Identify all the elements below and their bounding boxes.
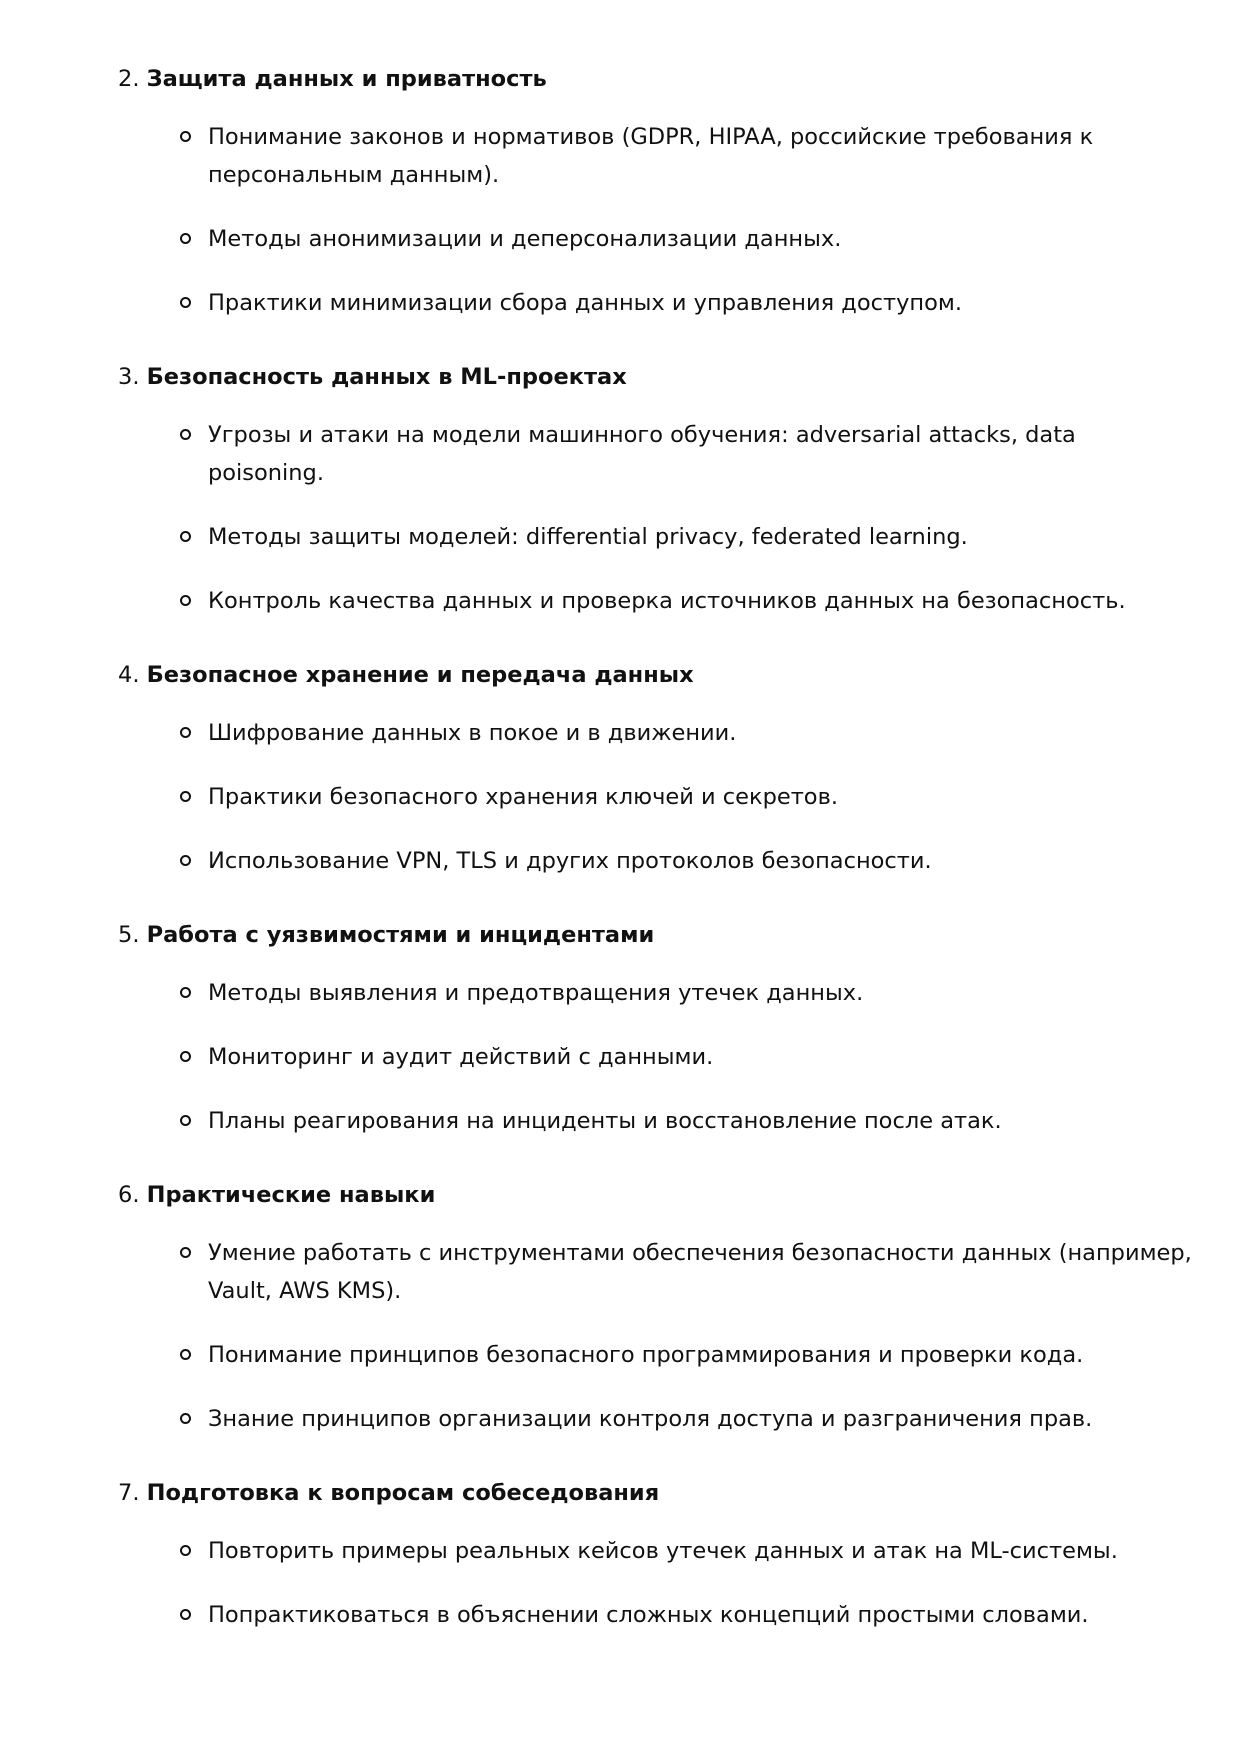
list-item [118, 1038, 1198, 1076]
list-item-text: Понимание принципов безопасного программирования и проверки кода. [208, 1342, 1084, 1368]
list-item [118, 714, 1198, 752]
list-item-text: Методы выявления и предотвращения утечек данных. [208, 980, 864, 1006]
list-item-text: Попрактиковаться в объяснении сложных концепций простыми словами. [208, 1602, 1089, 1628]
hollow-circle-bullet-icon [180, 727, 191, 738]
list-item-text: Мониторинг и аудит действий с данными. [208, 1044, 714, 1070]
section-number: 3. [118, 364, 140, 390]
list-item-text: Контроль качества данных и проверка источников данных на безопасность. [208, 588, 1126, 614]
section-heading [118, 916, 1198, 954]
list-item-text: Шифрование данных в покое и в движении. [208, 720, 737, 746]
section-number: 5. [118, 922, 140, 948]
section-number: 6. [118, 1182, 140, 1208]
list-item [118, 1102, 1198, 1140]
list-item [118, 416, 1198, 492]
list-item-text: Знание принципов организации контроля доступа и разграничения прав. [208, 1406, 1093, 1432]
section-number: 7. [118, 1480, 140, 1506]
list-item-text: Угрозы и атаки на модели машинного обучения: adversarial attacks, data poisoning. [208, 422, 1076, 486]
list-item [118, 1596, 1198, 1634]
list-item-text: Практики минимизации сбора данных и управления доступом. [208, 290, 962, 316]
list-item [118, 1234, 1198, 1310]
hollow-circle-bullet-icon [180, 1349, 191, 1360]
list-item-text: Повторить примеры реальных кейсов утечек данных и атак на ML-системы. [208, 1538, 1118, 1564]
bullet-list [118, 714, 1198, 880]
hollow-circle-bullet-icon [180, 855, 191, 866]
section-heading [118, 1474, 1198, 1512]
section-title: Практические навыки [146, 1182, 436, 1208]
list-item-text: Понимание законов и нормативов (GDPR, HIPAA, российские требования к персональным данным). [208, 124, 1094, 188]
section-heading [118, 358, 1198, 396]
hollow-circle-bullet-icon [180, 595, 191, 606]
hollow-circle-bullet-icon [180, 297, 191, 308]
hollow-circle-bullet-icon [180, 1247, 191, 1258]
list-item [118, 1400, 1198, 1438]
section-heading [118, 1176, 1198, 1214]
bullet-list [118, 1234, 1198, 1438]
section-title: Работа с уязвимостями и инцидентами [146, 922, 655, 948]
list-item [118, 1336, 1198, 1374]
list-item-text: Методы защиты моделей: differential privacy, federated learning. [208, 524, 968, 550]
list-item [118, 974, 1198, 1012]
outline-section [118, 358, 1198, 620]
hollow-circle-bullet-icon [180, 1609, 191, 1620]
list-item [118, 284, 1198, 322]
section-number: 4. [118, 662, 140, 688]
bullet-list [118, 1532, 1198, 1634]
bullet-list [118, 118, 1198, 322]
outline-section [118, 1176, 1198, 1438]
list-item-text: Планы реагирования на инциденты и восстановление после атак. [208, 1108, 1002, 1134]
list-item [118, 518, 1198, 556]
list-item [118, 842, 1198, 880]
outline-section [118, 656, 1198, 880]
section-title: Безопасное хранение и передача данных [146, 662, 694, 688]
list-item [118, 778, 1198, 816]
section-number: 2. [118, 66, 140, 92]
hollow-circle-bullet-icon [180, 233, 191, 244]
hollow-circle-bullet-icon [180, 1413, 191, 1424]
hollow-circle-bullet-icon [180, 791, 191, 802]
hollow-circle-bullet-icon [180, 429, 191, 440]
list-item-text: Методы анонимизации и деперсонализации данных. [208, 226, 842, 252]
outline-section [118, 916, 1198, 1140]
section-heading [118, 656, 1198, 694]
list-item-text: Умение работать с инструментами обеспечения безопасности данных (например, Vault, AWS KMS). [208, 1240, 1192, 1304]
list-item-text: Практики безопасного хранения ключей и секретов. [208, 784, 838, 810]
hollow-circle-bullet-icon [180, 131, 191, 142]
section-title: Подготовка к вопросам собеседования [146, 1480, 660, 1506]
hollow-circle-bullet-icon [180, 1115, 191, 1126]
section-title: Безопасность данных в ML-проектах [146, 364, 627, 390]
hollow-circle-bullet-icon [180, 1545, 191, 1556]
bullet-list [118, 416, 1198, 620]
list-item [118, 118, 1198, 194]
hollow-circle-bullet-icon [180, 531, 191, 542]
section-title: Защита данных и приватность [146, 66, 547, 92]
numbered-outline [118, 60, 1198, 1634]
list-item-text: Использование VPN, TLS и других протоколов безопасности. [208, 848, 932, 874]
hollow-circle-bullet-icon [180, 987, 191, 998]
hollow-circle-bullet-icon [180, 1051, 191, 1062]
section-heading [118, 60, 1198, 98]
bullet-list [118, 974, 1198, 1140]
outline-section [118, 1474, 1198, 1634]
list-item [118, 220, 1198, 258]
list-item [118, 582, 1198, 620]
outline-section [118, 60, 1198, 322]
list-item [118, 1532, 1198, 1570]
